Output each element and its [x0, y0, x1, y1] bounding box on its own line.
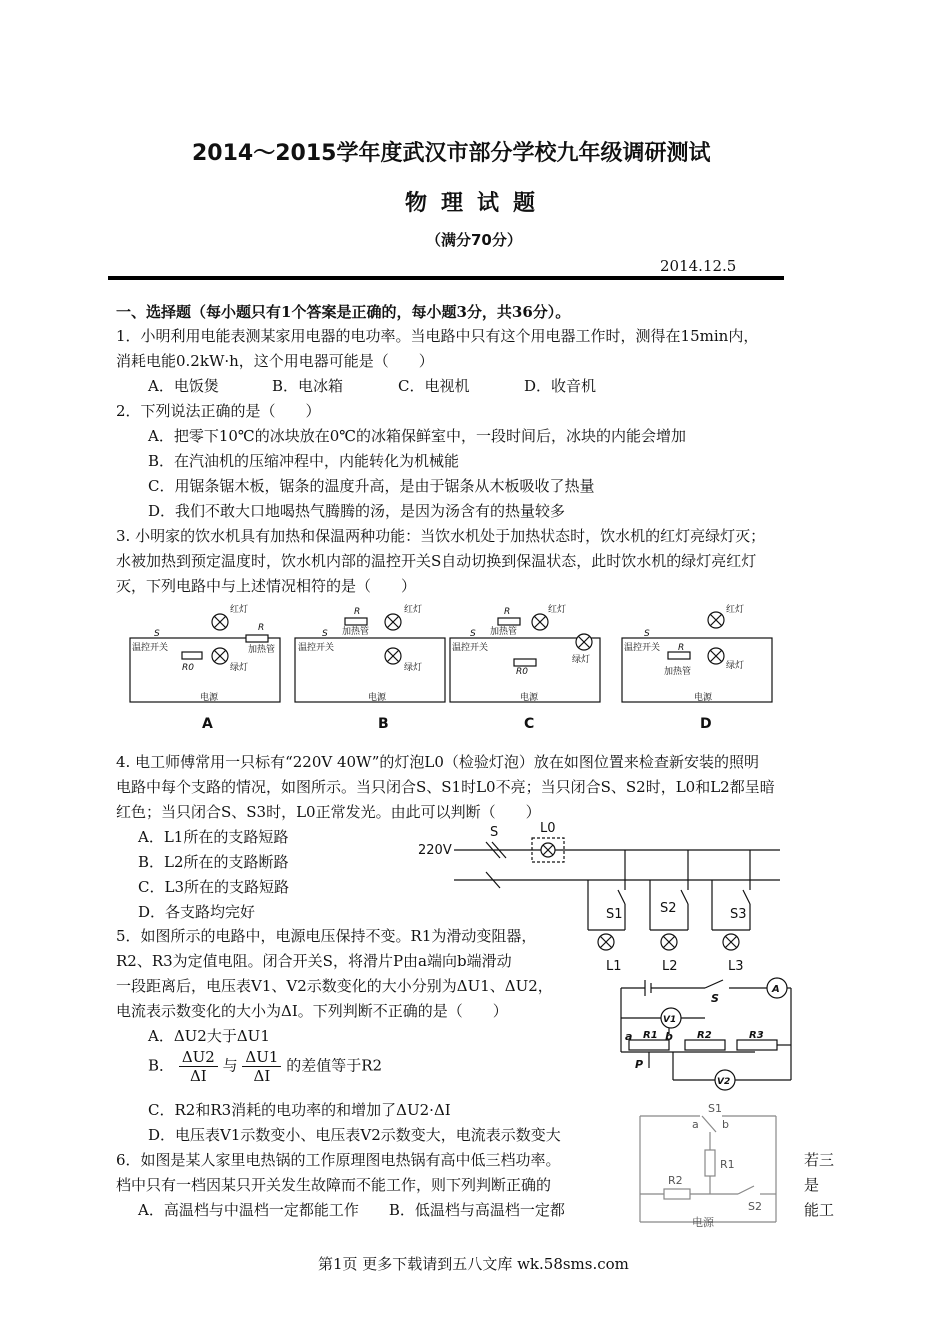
b-heater-label: 加热管: [342, 627, 370, 637]
q2-stem: 2．下列说法正确的是（ ）: [116, 402, 321, 420]
l3-label: L3: [728, 959, 744, 974]
q5-option-a: A．ΔU2大于ΔU1: [148, 1027, 270, 1045]
q3-line2: 水被加热到预定温度时，饮水机内部的温控开关S自动切换到保温状态，此时饮水机的绿灯亮红灯: [116, 552, 757, 570]
diagram-a-letter: A: [202, 716, 213, 732]
s1-label: S1: [606, 907, 623, 922]
q3-circuit-diagrams: [120, 600, 785, 740]
q5-r1-label: R1: [643, 1030, 658, 1041]
q6-r1-label: R1: [720, 1158, 735, 1171]
q2-option-c: C．用锯条锯木板，锯条的温度升高，是由于锯条从木板吸收了热量: [148, 477, 595, 495]
branch-2: [650, 850, 688, 950]
q5-line4: 电流表示数变化的大小为ΔI。下列判断不正确的是（ ）: [116, 1002, 508, 1020]
a-heater-label: 加热管: [248, 645, 276, 655]
page-footer: 第1页 更多下载请到五八文库 wk.58sms.com: [318, 1255, 629, 1273]
header-rule: [108, 276, 784, 280]
q5-ammeter-label: A: [772, 984, 780, 995]
c-red-label: 红灯: [548, 605, 567, 615]
q4-line2: 电路中每个支路的情况，如图所示。当只闭合S、S1时L0不亮；当只闭合S、S2时，L0和L2都呈暗: [116, 778, 775, 796]
q2-option-d: D．我们不敢大口地喝热气腾腾的汤，是因为汤含有的热量较多: [148, 502, 566, 520]
q4-option-a: A．L1所在的支路短路: [138, 828, 289, 846]
circuit-d: [622, 612, 772, 702]
q1-option-b: B．电冰箱: [272, 377, 344, 395]
q4-option-d: D．各支路均完好: [138, 903, 256, 921]
a-switch-label: 温控开关: [132, 643, 169, 653]
q5-frac1-den: ΔI: [189, 1067, 207, 1085]
q5-line1: 5．如图所示的电路中，电源电压保持不变。R1为滑动变阻器，: [116, 927, 537, 945]
a-source-label: 电源: [200, 693, 219, 703]
diagram-d-letter: D: [700, 716, 712, 732]
q6-s2-label: S2: [748, 1200, 762, 1213]
q5-fraction-2: [242, 1048, 281, 1085]
full-score: （满分70分）: [426, 231, 522, 249]
a-red-label: 红灯: [230, 605, 249, 615]
q5-option-d: D．电压表V1示数变小、电压表V2示数变大，电流表示数变大: [148, 1126, 561, 1144]
d-r-label: R: [678, 643, 685, 653]
s3-label: S3: [730, 907, 747, 922]
q5-line2: R2、R3为定值电阻。闭合开关S，将滑片P由a端向b端滑动: [116, 952, 512, 970]
q1-option-c: C．电视机: [398, 377, 470, 395]
q4-line3: 红色；当只闭合S、S3时，L0正常发光。由此可以判断（ ）: [116, 803, 541, 821]
q5-v2-label: V2: [717, 1077, 731, 1087]
q6-line3: A．高温档与中温档一定都能工作 B．低温档与高温档一定都: [138, 1201, 565, 1219]
q5-b-mid: 与: [222, 1056, 238, 1075]
branch-1: [588, 850, 625, 950]
section-heading: 一、选择题（每小题只有1个答案是正确的，每小题3分，共36分）。: [116, 303, 571, 321]
diagram-c-letter: C: [524, 716, 535, 732]
q5-a-label: a: [625, 1030, 633, 1043]
b-s-label: S: [322, 629, 328, 639]
q5-frac2-den: ΔI: [253, 1067, 271, 1085]
q4-line1: 4. 电工师傅常用一只标有“220V 40W”的灯泡L0（检验灯泡）放在如图位置来检查新安装的照明: [116, 753, 759, 771]
q2-option-b: B．在汽油机的压缩冲程中，内能转化为机械能: [148, 452, 460, 470]
a-r-label: R: [258, 623, 265, 633]
q6-line2-tail: 是: [804, 1176, 820, 1194]
d-switch-label: 温控开关: [624, 643, 661, 653]
b-r-label: R: [354, 607, 361, 617]
q1-line1: 1．小明利用电能表测某家用电器的电功率。当电路中只有这个用电器工作时，测得在15min内，: [116, 327, 759, 345]
branch-3: [712, 850, 750, 950]
d-green-label: 绿灯: [726, 661, 745, 671]
a-r0-label: R0: [182, 663, 194, 673]
q4-option-c: C．L3所在的支路短路: [138, 878, 289, 896]
l2-label: L2: [662, 959, 678, 974]
q6-b-label: b: [722, 1118, 729, 1131]
d-s-label: S: [644, 629, 650, 639]
c-switch-label: 温控开关: [452, 643, 489, 653]
c-source-label: 电源: [520, 693, 539, 703]
q5-b-label: b: [665, 1030, 673, 1043]
main-switch-label: S: [490, 825, 499, 840]
s2-label: S2: [660, 901, 677, 916]
b-switch-label: 温控开关: [298, 643, 335, 653]
q5-p-label: P: [635, 1058, 644, 1071]
c-green-label: 绿灯: [572, 655, 591, 665]
q2-option-a: A．把零下10℃的冰块放在0℃的冰箱保鲜室中，一段时间后，冰块的内能会增加: [148, 427, 687, 445]
q1-line2: 消耗电能0.2kW·h，这个用电器可能是（ ）: [116, 352, 434, 370]
c-r0-label: R0: [516, 667, 528, 677]
q6-r2-label: R2: [668, 1174, 683, 1187]
exam-title: 2014～2015学年度武汉市部分学校九年级调研测试: [192, 141, 711, 166]
d-red-label: 红灯: [726, 605, 745, 615]
circuit-b: [295, 614, 445, 702]
q1-option-a: A．电饭煲: [148, 377, 219, 395]
exam-date: 2014.12.5: [660, 257, 737, 275]
q6-a-label: a: [692, 1118, 699, 1131]
c-r-label: R: [504, 607, 511, 617]
q6-line3-tail: 能工: [804, 1201, 835, 1219]
q5-v1-label: V1: [663, 1015, 677, 1025]
l1-label: L1: [606, 959, 622, 974]
q4-option-b: B．L2所在的支路断路: [138, 853, 289, 871]
q6-line1-tail: 若三: [804, 1151, 835, 1169]
q6-s1-label: S1: [708, 1102, 722, 1115]
q3-line1: 3. 小明家的饮水机具有加热和保温两种功能：当饮水机处于加热状态时，饮水机的红灯亮绿灯灭；: [116, 527, 766, 545]
q5-option-b: [148, 1048, 382, 1085]
q3-line3: 灭，下列电路中与上述情况相符的是（ ）: [116, 577, 417, 595]
q5-line3: 一段距离后，电压表V1、V2示数变化的大小分别为ΔU1、ΔU2，: [116, 977, 553, 995]
q1-option-d: D．收音机: [524, 377, 597, 395]
c-heater-label: 加热管: [490, 627, 518, 637]
q5-r3-label: R3: [749, 1030, 764, 1041]
a-green-label: 绿灯: [230, 663, 249, 673]
a-s-label: S: [154, 629, 160, 639]
q5-s-label: S: [711, 992, 719, 1005]
q6-circuit-figure: [630, 1100, 790, 1232]
q5-frac1-num: ΔU2: [179, 1048, 218, 1067]
q5-b-suffix: 的差值等于R2: [286, 1056, 383, 1075]
q6-line2: 档中只有一档因某只开关发生故障而不能工作，则下列判断正确的: [116, 1176, 552, 1194]
b-source-label: 电源: [368, 693, 387, 703]
q5-r2-label: R2: [697, 1030, 712, 1041]
q5-frac2-num: ΔU1: [242, 1048, 281, 1067]
q5-fraction-1: [179, 1048, 218, 1085]
b-green-label: 绿灯: [404, 663, 423, 673]
exam-subject: 物理试题: [405, 191, 550, 216]
d-heater-label: 加热管: [664, 667, 692, 677]
q5-option-c: C．R2和R3消耗的电功率的和增加了ΔU2·ΔI: [148, 1101, 451, 1119]
l0-label: L0: [540, 821, 556, 836]
voltage-label: 220V: [418, 843, 452, 858]
d-source-label: 电源: [694, 693, 713, 703]
q6-source-label: 电源: [692, 1216, 714, 1229]
q5-circuit-figure: [605, 968, 795, 1092]
c-s-label: S: [470, 629, 476, 639]
diagram-b-letter: B: [378, 716, 389, 732]
b-red-label: 红灯: [404, 605, 423, 615]
q6-line1: 6．如图是某人家里电热锅的工作原理图电热锅有高中低三档功率。: [116, 1151, 561, 1169]
q5-b-prefix: B．: [148, 1056, 175, 1075]
